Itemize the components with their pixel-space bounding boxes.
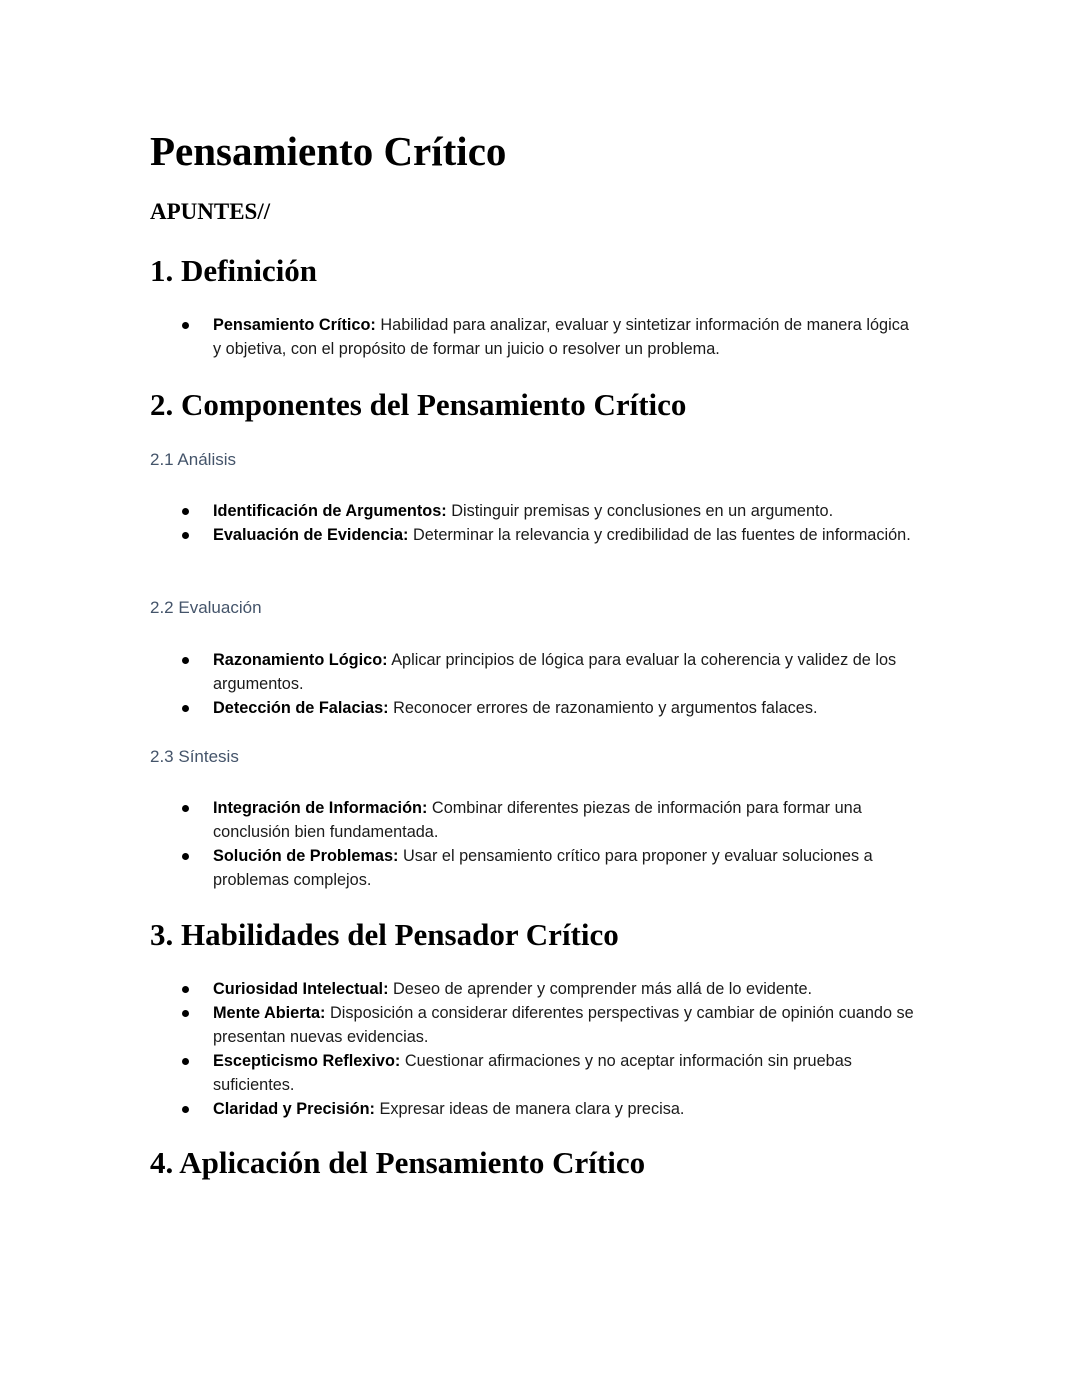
bullet-icon bbox=[182, 805, 189, 812]
item-term: Razonamiento Lógico: bbox=[213, 651, 388, 669]
bullet-icon bbox=[182, 1010, 189, 1017]
item-description: Usar el pensamiento crítico para proponer y evaluar soluciones a problemas complejos. bbox=[213, 847, 873, 889]
habilidades-list bbox=[150, 977, 920, 1121]
item-description: Disposición a considerar diferentes perspectivas y cambiar de opinión cuando se presentan nuevas evidencias. bbox=[213, 1004, 914, 1046]
list-item bbox=[150, 696, 920, 720]
bullet-icon bbox=[182, 705, 189, 712]
bullet-icon bbox=[182, 322, 189, 329]
item-term: Detección de Falacias: bbox=[213, 699, 389, 717]
list-item bbox=[150, 796, 920, 844]
item-description: Aplicar principios de lógica para evaluar la coherencia y validez de los argumentos. bbox=[213, 651, 897, 693]
subsection-heading-analisis: 2.1 Análisis bbox=[150, 450, 236, 469]
list-item bbox=[150, 1097, 920, 1121]
section-heading-habilidades: 3. Habilidades del Pensador Crítico bbox=[150, 917, 619, 952]
section-heading-componentes: 2. Componentes del Pensamiento Crítico bbox=[150, 387, 687, 422]
list-item bbox=[150, 648, 920, 696]
sintesis-list bbox=[150, 796, 920, 892]
item-term: Escepticismo Reflexivo: bbox=[213, 1052, 401, 1070]
list-item bbox=[150, 499, 920, 523]
item-description: Expresar ideas de manera clara y precisa. bbox=[374, 1100, 685, 1118]
evaluacion-list bbox=[150, 648, 920, 720]
list-item bbox=[150, 977, 920, 1001]
item-description: Reconocer errores de razonamiento y argumentos falaces. bbox=[388, 699, 818, 717]
bullet-icon bbox=[182, 532, 189, 539]
item-term: Claridad y Precisión: bbox=[213, 1100, 375, 1118]
list-item bbox=[150, 844, 920, 892]
item-term: Pensamiento Crítico: bbox=[213, 316, 376, 334]
document-subtitle: APUNTES// bbox=[150, 199, 271, 224]
subsection-heading-sintesis: 2.3 Síntesis bbox=[150, 747, 239, 766]
list-item bbox=[150, 1049, 920, 1097]
bullet-icon bbox=[182, 853, 189, 860]
list-item bbox=[150, 313, 920, 361]
definicion-list bbox=[150, 313, 920, 361]
item-description: Distinguir premisas y conclusiones en un argumento. bbox=[446, 502, 834, 520]
bullet-icon bbox=[182, 986, 189, 993]
item-term: Identificación de Argumentos: bbox=[213, 502, 447, 520]
bullet-icon bbox=[182, 1058, 189, 1065]
item-description: Determinar la relevancia y credibilidad de las fuentes de información. bbox=[408, 526, 911, 544]
item-description: Habilidad para analizar, evaluar y sintetizar información de manera lógica y objetiva, con el propósito de formar un juicio o resolver un problema. bbox=[213, 316, 909, 358]
bullet-icon bbox=[182, 657, 189, 664]
item-description: Cuestionar afirmaciones y no aceptar información sin pruebas suficientes. bbox=[213, 1052, 852, 1094]
list-item bbox=[150, 523, 920, 547]
bullet-icon bbox=[182, 1106, 189, 1113]
section-heading-definicion: 1. Definición bbox=[150, 253, 318, 288]
list-item bbox=[150, 1001, 920, 1049]
item-term: Evaluación de Evidencia: bbox=[213, 526, 409, 544]
item-term: Curiosidad Intelectual: bbox=[213, 980, 389, 998]
subsection-heading-evaluacion: 2.2 Evaluación bbox=[150, 598, 262, 617]
item-term: Mente Abierta: bbox=[213, 1004, 326, 1022]
section-heading-aplicacion: 4. Aplicación del Pensamiento Crítico bbox=[150, 1145, 646, 1180]
item-description: Deseo de aprender y comprender más allá de lo evidente. bbox=[388, 980, 813, 998]
item-term: Solución de Problemas: bbox=[213, 847, 399, 865]
item-term: Integración de Información: bbox=[213, 799, 428, 817]
document-title: Pensamiento Crítico bbox=[150, 128, 507, 174]
item-description: Combinar diferentes piezas de información para formar una conclusión bien fundamentada. bbox=[213, 799, 862, 841]
analisis-list bbox=[150, 499, 920, 547]
bullet-icon bbox=[182, 508, 189, 515]
